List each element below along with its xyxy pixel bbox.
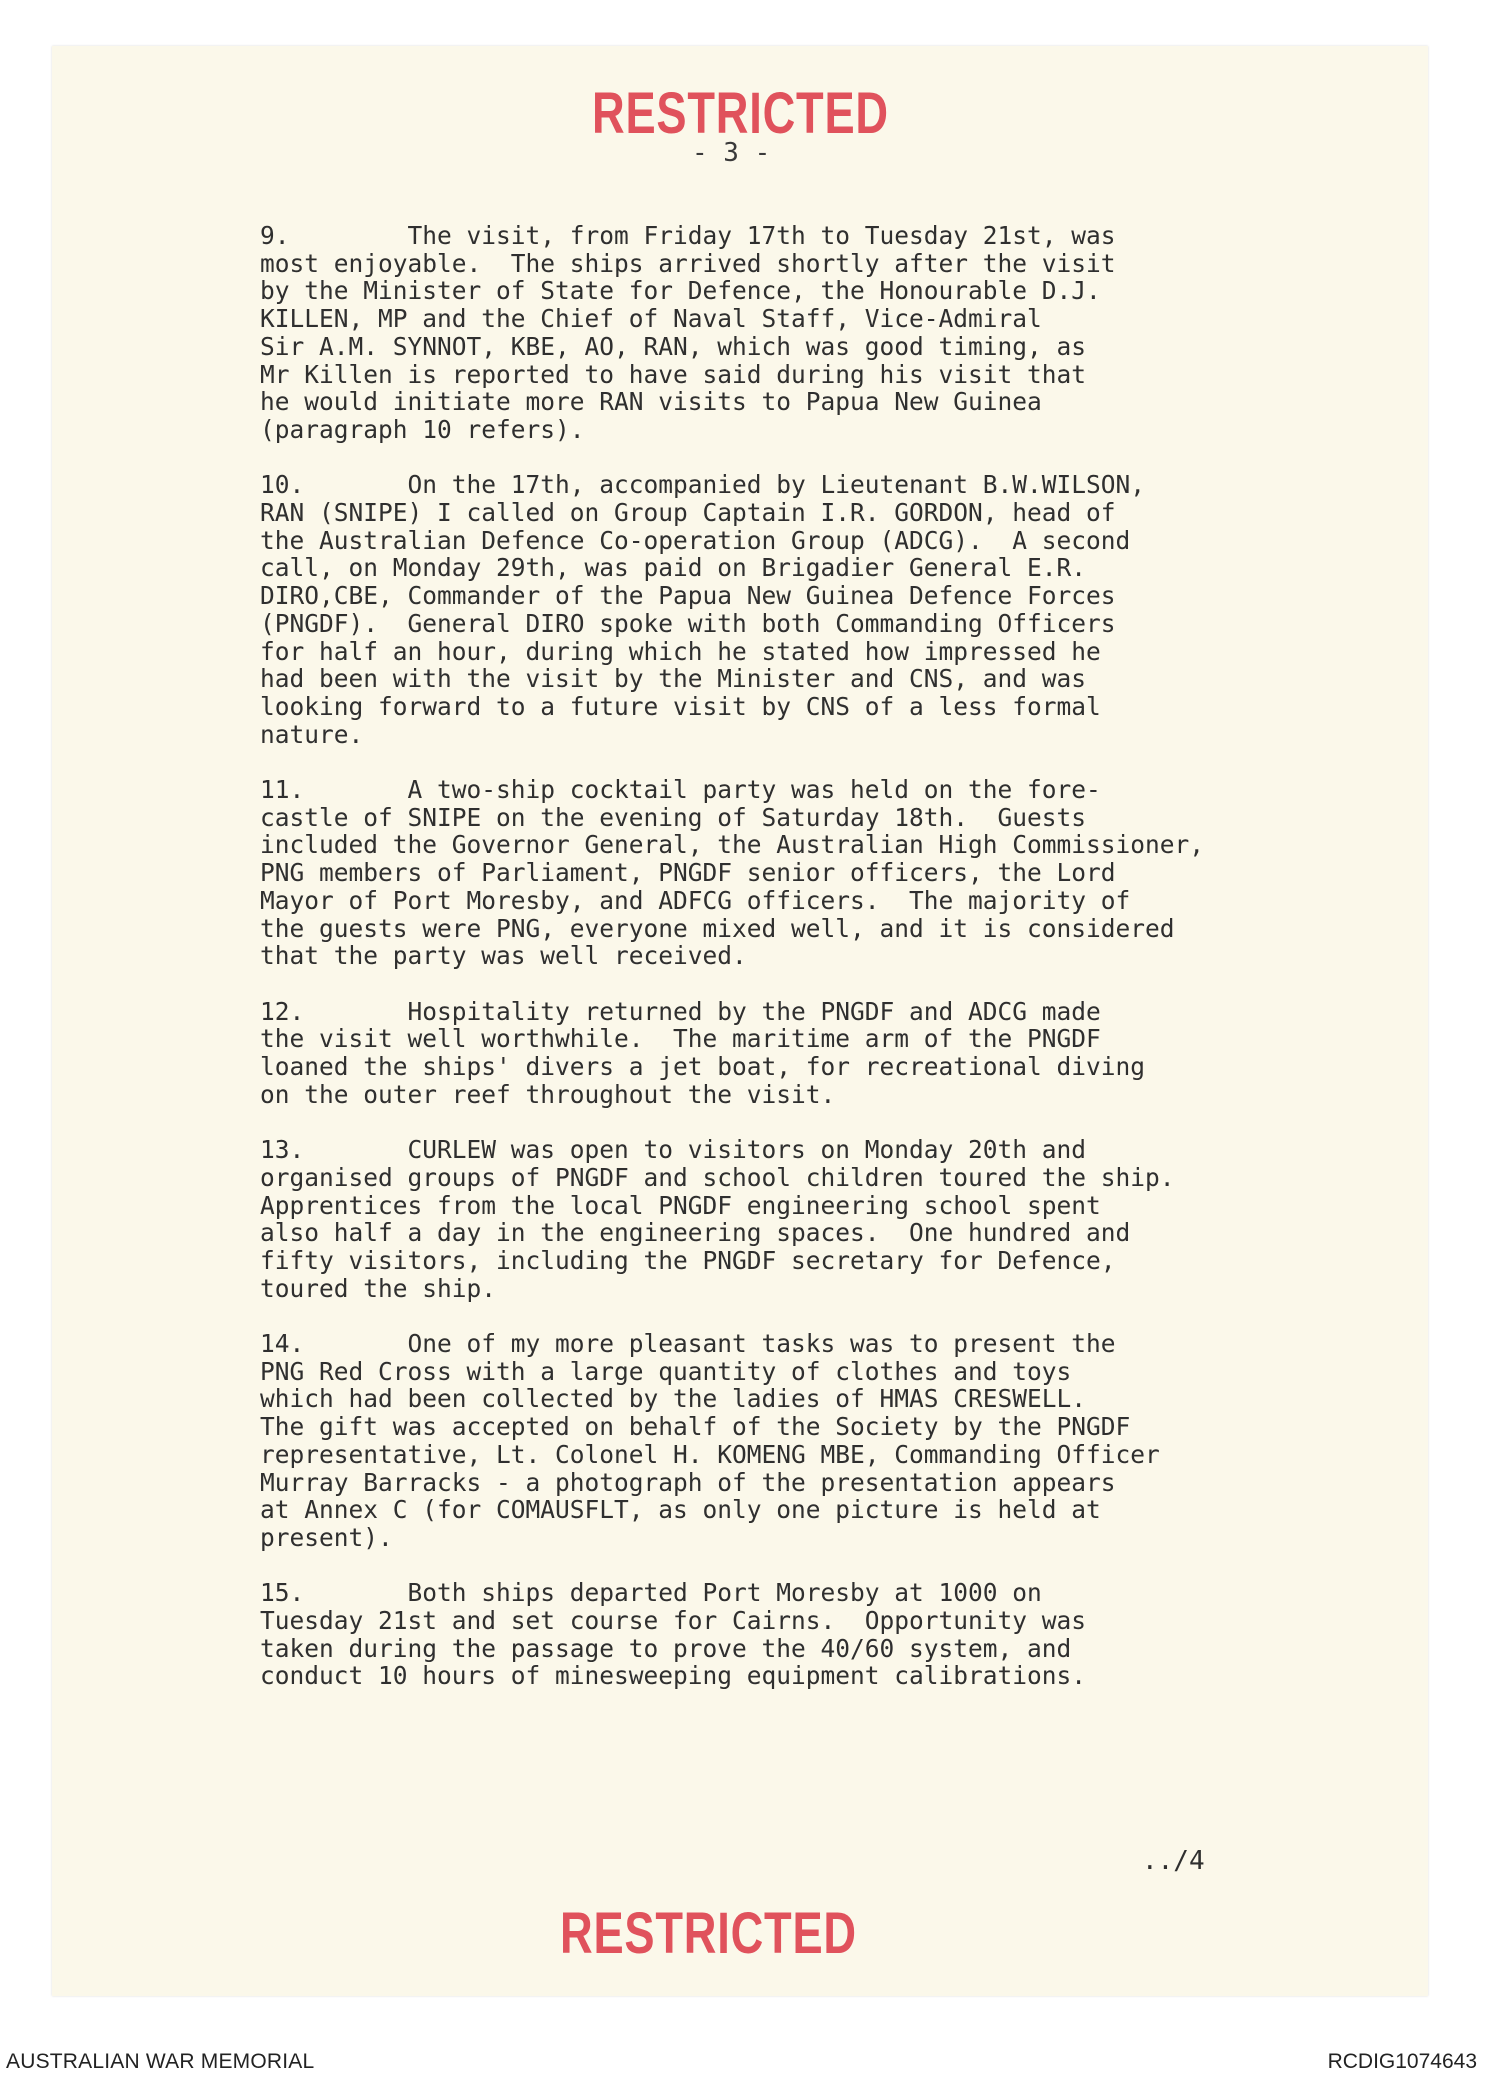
paragraph-line: 11. A two-ship cocktail party was held on the fore- (260, 775, 1101, 805)
paragraph-line: which had been collected by the ladies of HMAS CRESWELL. (260, 1384, 1087, 1414)
paragraph-line: 9. The visit, from Friday 17th to Tuesday 21st, was (260, 221, 1116, 250)
paragraph-line: at Annex C (for COMAUSFLT, as only one picture is held at (260, 1495, 1101, 1525)
paragraph-line: (PNGDF). General DIRO spoke with both Commanding Officers (260, 608, 1116, 638)
paragraph (260, 1579, 1400, 1690)
restricted-stamp-top: RESTRICTED (592, 81, 889, 146)
paragraph-line: representative, Lt. Colonel H. KOMENG MBE, Commanding Officer (260, 1439, 1160, 1469)
paragraph (260, 1330, 1400, 1552)
paragraph-line: PNG Red Cross with a large quantity of clothes and toys (260, 1356, 1072, 1386)
paragraph-line: present). (260, 1522, 393, 1552)
paragraph-line: the guests were PNG, everyone mixed well, and it is considered (260, 913, 1175, 943)
paragraph (260, 222, 1400, 444)
paragraph-line: 10. On the 17th, accompanied by Lieutenant B.W.WILSON, (260, 470, 1146, 500)
paragraph-line: nature. (260, 719, 364, 749)
paragraph-line: loaned the ships' divers a jet boat, for recreational diving (260, 1052, 1146, 1082)
paragraph-line: KILLEN, MP and the Chief of Naval Staff, Vice-Admiral (260, 304, 1042, 334)
paragraph-line: included the Governor General, the Australian High Commissioner, (260, 830, 1205, 860)
paragraph-line: castle of SNIPE on the evening of Saturday 18th. Guests (260, 802, 1087, 832)
page-number: - 3 - (692, 138, 771, 168)
document-page (52, 46, 1428, 1996)
paragraph-line: fifty visitors, including the PNGDF secretary for Defence, (260, 1245, 1116, 1275)
paragraph-line: 12. Hospitality returned by the PNGDF and ADCG made (260, 996, 1101, 1026)
paragraph-line: he would initiate more RAN visits to Papua New Guinea (260, 387, 1042, 417)
paragraph-line: 13. CURLEW was open to visitors on Monday 20th and (260, 1135, 1087, 1165)
paragraph (260, 776, 1400, 970)
paragraph-line: on the outer reef throughout the visit. (260, 1079, 836, 1109)
paragraph-line: by the Minister of State for Defence, the Honourable D.J. (260, 276, 1101, 306)
archive-reference-id: RCDIG1074643 (1327, 2050, 1477, 2073)
paragraph (260, 1136, 1400, 1302)
continuation-marker: ../4 (1142, 1846, 1205, 1876)
paragraph-line: conduct 10 hours of minesweeping equipment calibrations. (260, 1661, 1087, 1691)
paragraph-line: had been with the visit by the Minister and CNS, and was (260, 664, 1087, 694)
paragraph-line: organised groups of PNGDF and school children toured the ship. (260, 1162, 1175, 1192)
paragraph (260, 998, 1400, 1109)
body-text (260, 222, 1400, 1718)
paragraph-line: for half an hour, during which he stated how impressed he (260, 636, 1101, 666)
paragraph-line: (paragraph 10 refers). (260, 414, 585, 444)
paragraph-line: taken during the passage to prove the 40/60 system, and (260, 1633, 1072, 1663)
paragraph-line: DIRO,CBE, Commander of the Papua New Guinea Defence Forces (260, 581, 1116, 611)
paragraph-line: Sir A.M. SYNNOT, KBE, AO, RAN, which was good timing, as (260, 331, 1087, 361)
paragraph-line: the Australian Defence Co-operation Group (ADCG). A second (260, 525, 1131, 555)
paragraph-line: the visit well worthwhile. The maritime arm of the PNGDF (260, 1024, 1101, 1054)
paragraph-line: call, on Monday 29th, was paid on Brigadier General E.R. (260, 553, 1087, 583)
paragraph-line: Apprentices from the local PNGDF engineering school spent (260, 1190, 1101, 1220)
paragraph-line: that the party was well received. (260, 941, 747, 971)
paragraph-line: RAN (SNIPE) I called on Group Captain I.R. GORDON, head of (260, 498, 1116, 528)
paragraph (260, 471, 1400, 748)
paragraph-line: Murray Barracks - a photograph of the presentation appears (260, 1467, 1116, 1497)
paragraph-line: PNG members of Parliament, PNGDF senior officers, the Lord (260, 858, 1116, 888)
paragraph-line: The gift was accepted on behalf of the Society by the PNGDF (260, 1412, 1131, 1442)
paragraph-line: most enjoyable. The ships arrived shortly after the visit (260, 248, 1116, 278)
restricted-stamp-bottom: RESTRICTED (560, 1901, 857, 1966)
paragraph-line: toured the ship. (260, 1273, 497, 1303)
paragraph-line: Tuesday 21st and set course for Cairns. Opportunity was (260, 1606, 1087, 1636)
paragraph-line: Mr Killen is reported to have said during his visit that (260, 359, 1087, 389)
paragraph-line: Mayor of Port Moresby, and ADFCG officers. The majority of (260, 885, 1131, 915)
paragraph-line: looking forward to a future visit by CNS of a less formal (260, 691, 1101, 721)
paragraph-line: 15. Both ships departed Port Moresby at 1000 on (260, 1578, 1042, 1608)
paragraph-line: also half a day in the engineering spaces. One hundred and (260, 1218, 1131, 1248)
paragraph-line: 14. One of my more pleasant tasks was to present the (260, 1329, 1116, 1359)
archive-credit: AUSTRALIAN WAR MEMORIAL (6, 2050, 315, 2073)
